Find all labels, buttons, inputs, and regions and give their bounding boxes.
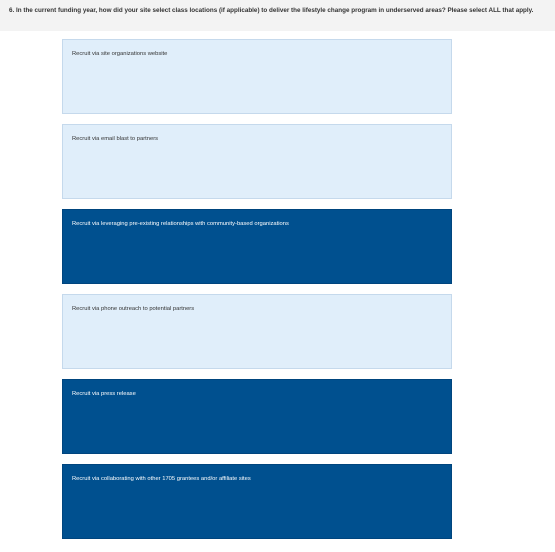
answer-options — [62, 39, 452, 549]
option-label: Recruit via site organizations website — [72, 51, 168, 57]
option-label: Recruit via leveraging pre-existing relationships with community-based organizations — [72, 221, 289, 227]
option-community-relationships[interactable] — [62, 209, 452, 284]
question-header — [0, 0, 555, 31]
option-label: Recruit via email blast to partners — [72, 136, 159, 142]
question-text: 6. In the current funding year, how did your site select class locations (if applicable) to deliver the lifestyle change program in underserved areas? Please select ALL that apply. — [9, 7, 534, 14]
option-label: Recruit via phone outreach to potential partners — [72, 306, 195, 312]
option-collaborating-grantees[interactable] — [62, 464, 452, 539]
option-label: Recruit via collaborating with other 1705 grantees and/or affiliate sites — [72, 476, 251, 482]
option-email-blast[interactable] — [62, 124, 452, 199]
option-label: Recruit via press release — [72, 391, 136, 397]
option-press-release[interactable] — [62, 379, 452, 454]
option-site-website[interactable] — [62, 39, 452, 114]
option-phone-outreach[interactable] — [62, 294, 452, 369]
